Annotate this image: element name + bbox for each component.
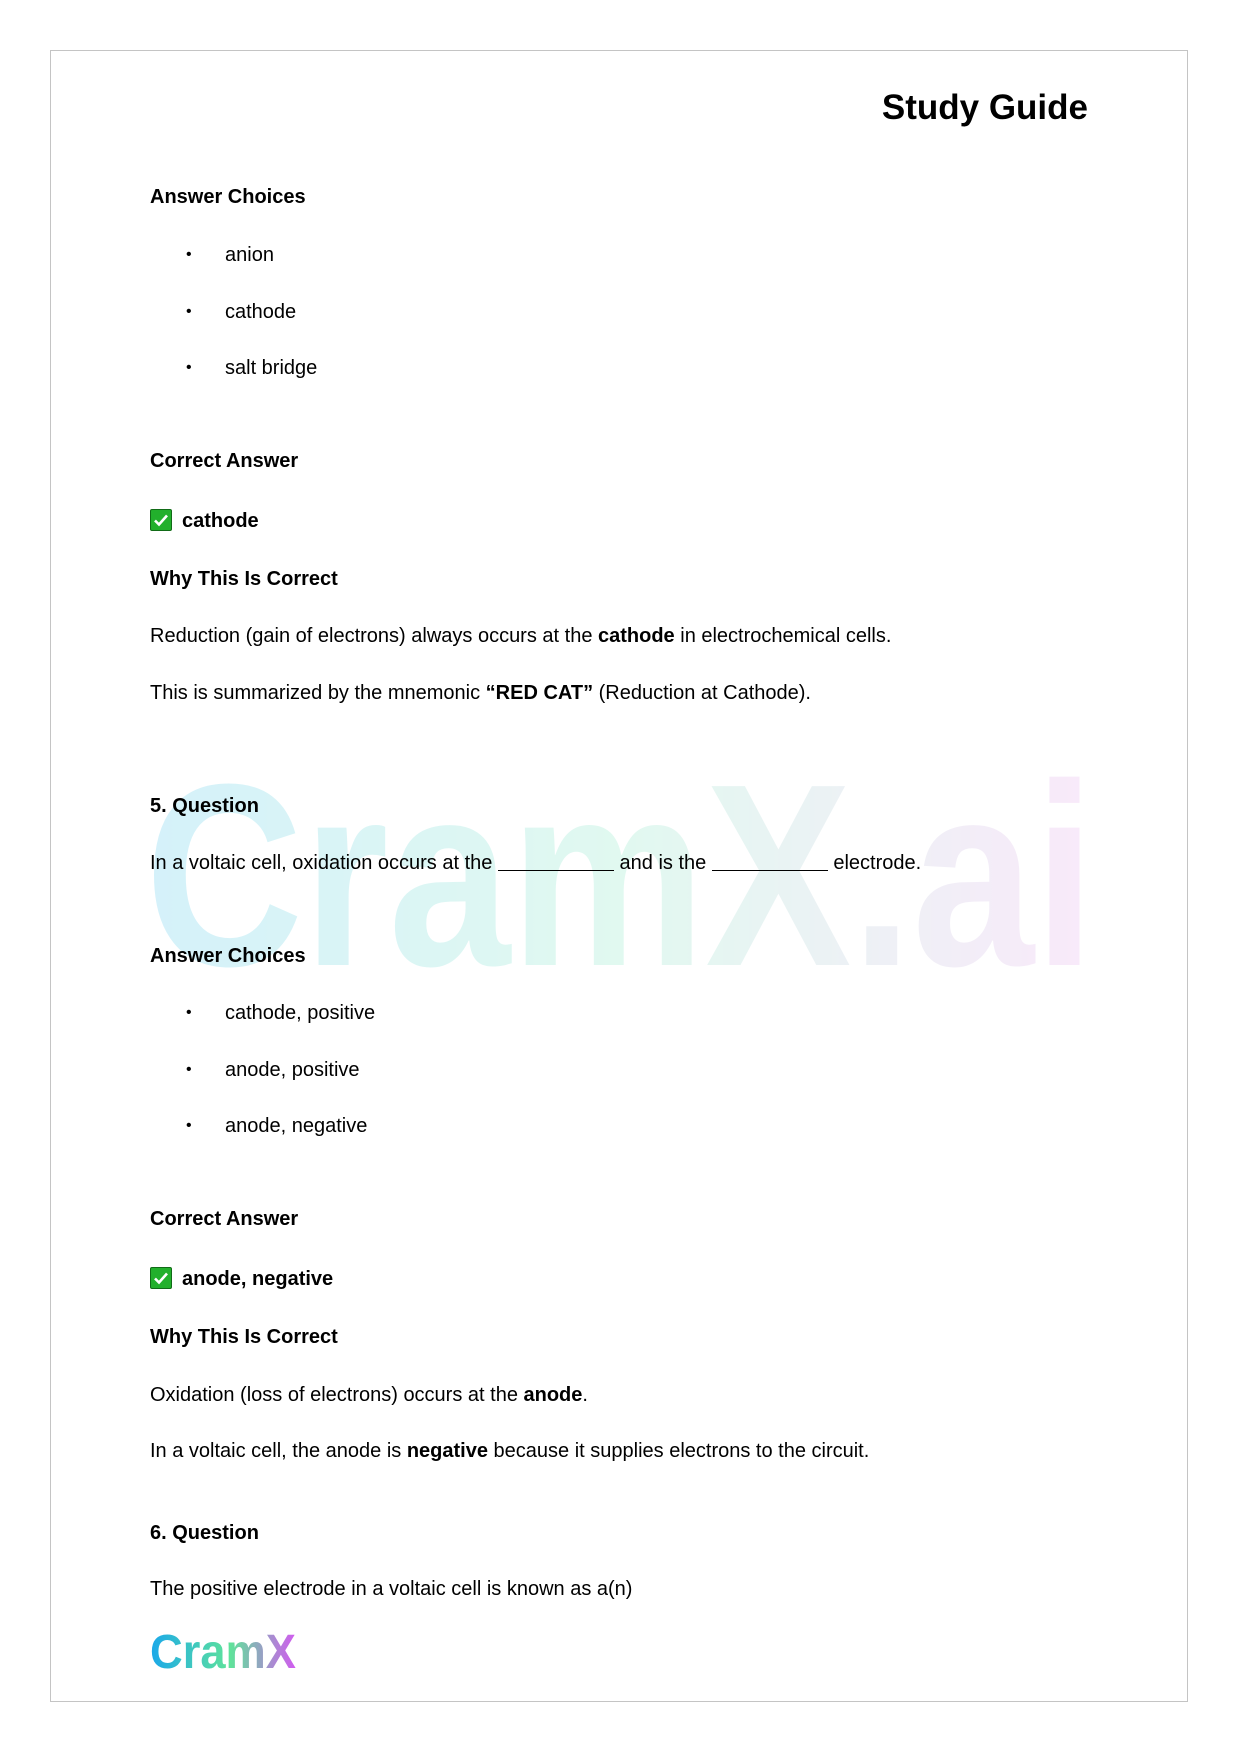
- svg-text:CramX: CramX: [150, 1626, 296, 1674]
- question-text: The positive electrode in a voltaic cell is known as a(n): [150, 1578, 633, 1600]
- bullet: •: [186, 359, 192, 376]
- correct-answer-heading: Correct Answer: [150, 1208, 299, 1230]
- bullet: •: [186, 246, 192, 263]
- question-heading: 6. Question: [150, 1522, 259, 1544]
- bullet: •: [186, 1004, 192, 1021]
- cramx-logo: [150, 1622, 300, 1674]
- correct-answer-heading: Correct Answer: [150, 450, 299, 472]
- choice-item: salt bridge: [225, 357, 318, 379]
- choice-item: cathode, positive: [225, 1002, 376, 1024]
- choice-item: anode, negative: [225, 1115, 368, 1137]
- page-title: Study Guide: [881, 88, 1088, 127]
- bullet: •: [186, 303, 192, 320]
- bullet: •: [186, 1117, 192, 1134]
- bullet: •: [186, 1061, 192, 1078]
- why-heading: Why This Is Correct: [150, 568, 338, 590]
- check-icon: [150, 509, 172, 531]
- correct-answer-text: cathode: [182, 510, 259, 532]
- choice-item: cathode: [225, 301, 297, 323]
- explanation-line: This is summarized by the mnemonic “RED CAT” (Reduction at Cathode).: [150, 682, 811, 704]
- answer-choices-heading: Answer Choices: [150, 945, 306, 967]
- check-icon: [150, 1267, 172, 1289]
- blank: [712, 852, 828, 871]
- question-heading: 5. Question: [150, 795, 259, 817]
- correct-answer: [150, 509, 259, 533]
- correct-answer: [150, 1267, 333, 1291]
- explanation-line: Oxidation (loss of electrons) occurs at the anode.: [150, 1384, 588, 1406]
- choice-item: anion: [225, 244, 274, 266]
- choice-item: anode, positive: [225, 1059, 360, 1081]
- why-heading: Why This Is Correct: [150, 1326, 338, 1348]
- blank: [498, 852, 614, 871]
- explanation-line: In a voltaic cell, the anode is negative because it supplies electrons to the circuit.: [150, 1440, 870, 1462]
- answer-choices-heading: Answer Choices: [150, 186, 306, 208]
- svg-text:CramX.ai: CramX.ai: [145, 740, 1095, 1010]
- explanation-line: Reduction (gain of electrons) always occurs at the cathode in electrochemical cells.: [150, 625, 892, 647]
- correct-answer-text: anode, negative: [182, 1268, 334, 1290]
- question-text: In a voltaic cell, oxidation occurs at the and is the electrode.: [150, 852, 922, 874]
